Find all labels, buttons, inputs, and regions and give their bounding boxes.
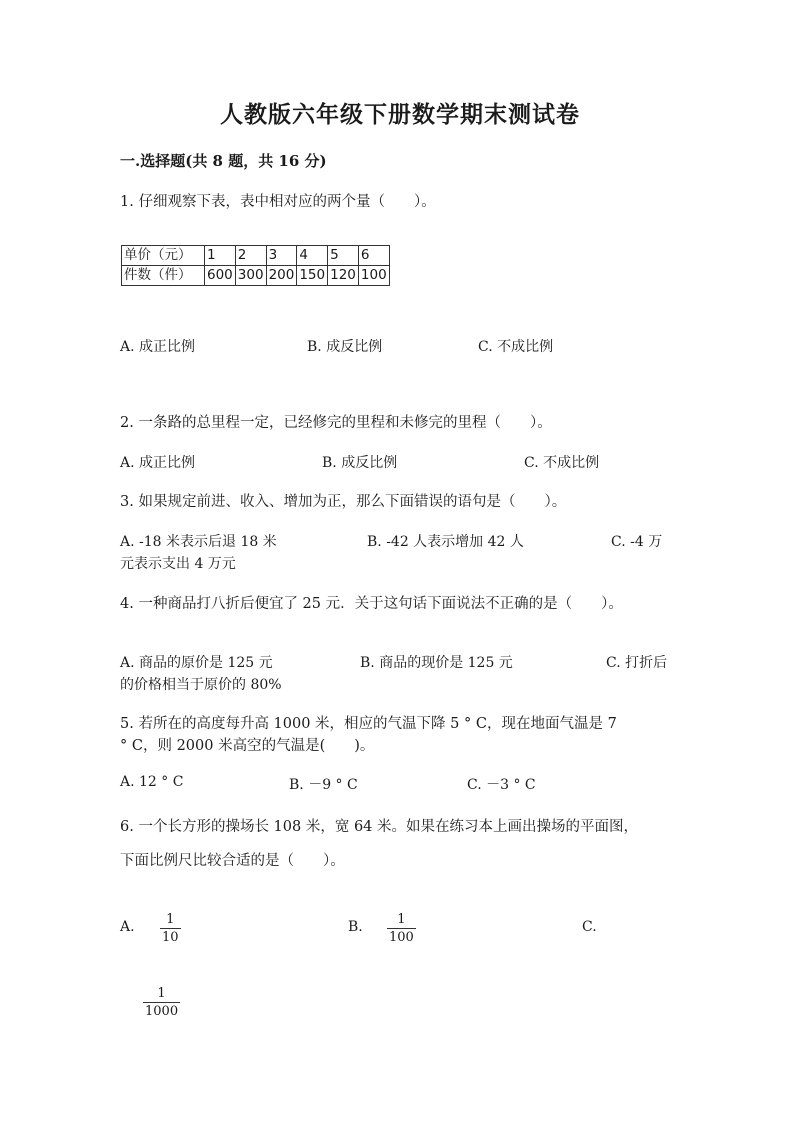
question-6-line-2: 下面比例尺比较合适的是（ ）。	[120, 853, 345, 869]
q3-option-c-continued: 元表示支出 4 万元	[120, 556, 236, 572]
table-row	[122, 246, 390, 266]
question-2-text: 2. 一条路的总里程一定，已经修完的里程和未修完的里程（ ）。	[120, 415, 552, 431]
q3-option-a: A. -18 米表示后退 18 米	[120, 534, 277, 550]
question-6-line-1: 6. 一个长方形的操场长 108 米，宽 64 米。如果在练习本上画出操场的平面图，	[120, 819, 639, 835]
q6-option-b-fraction	[387, 912, 416, 945]
q4-option-c-continued: 的价格相当于原价的 80%	[120, 677, 282, 693]
q6-option-a-label: A.	[120, 919, 135, 935]
q4-option-a: A. 商品的原价是 125 元	[120, 655, 273, 671]
q2-option-c: C. 不成比例	[524, 455, 600, 471]
table-cell: 600	[205, 266, 236, 286]
price-quantity-table	[121, 245, 390, 286]
table-cell: 200	[266, 266, 297, 286]
q2-option-b: B. 成反比例	[322, 455, 398, 471]
table-cell: 5	[328, 246, 359, 266]
table-cell: 120	[328, 266, 359, 286]
fraction-denominator: 10	[162, 930, 179, 945]
fraction-numerator: 1	[166, 912, 175, 927]
q6-option-c-label: C.	[582, 919, 597, 935]
fraction-bar	[160, 928, 181, 929]
q1-option-a: A. 成正比例	[120, 339, 196, 355]
table-cell: 6	[358, 246, 389, 266]
q1-option-c: C. 不成比例	[478, 339, 554, 355]
page-title: 人教版六年级下册数学期末测试卷	[220, 101, 580, 128]
fraction-bar	[387, 928, 416, 929]
q3-option-c: C. -4 万	[611, 534, 663, 550]
table-cell: 1	[205, 246, 236, 266]
q1-option-b: B. 成反比例	[307, 339, 383, 355]
table-cell: 2	[235, 246, 266, 266]
q3-option-b: B. -42 人表示增加 42 人	[367, 534, 524, 550]
table-row	[122, 266, 390, 286]
fraction-numerator: 1	[397, 912, 406, 927]
table-cell: 100	[358, 266, 389, 286]
q4-option-c: C. 打折后	[606, 655, 668, 671]
fraction-denominator: 1000	[145, 1004, 179, 1019]
q6-option-a-fraction	[160, 912, 181, 945]
table-row-header: 单价（元）	[122, 246, 205, 266]
fraction-bar	[143, 1002, 180, 1003]
q5-option-a: A. 12 ° C	[120, 774, 184, 790]
table-cell: 3	[266, 246, 297, 266]
table-cell: 150	[297, 266, 328, 286]
q4-option-b: B. 商品的现价是 125 元	[360, 655, 513, 671]
q6-option-b-label: B.	[348, 919, 363, 935]
q6-option-c-fraction	[143, 986, 180, 1019]
question-3-text: 3. 如果规定前进、收入、增加为正，那么下面错误的语句是（ ）。	[120, 494, 567, 510]
section-heading: 一.选择题(共 8 题，共 16 分)	[120, 152, 327, 170]
fraction-denominator: 100	[389, 930, 414, 945]
question-1-text: 1. 仔细观察下表，表中相对应的两个量（ ）。	[120, 194, 436, 210]
question-5-line-1: 5. 若所在的高度每升高 1000 米，相应的气温下降 5 ° C，现在地面气温是 7	[120, 716, 617, 732]
table-row-header: 件数（件）	[122, 266, 205, 286]
table-cell: 300	[235, 266, 266, 286]
q2-option-a: A. 成正比例	[120, 455, 196, 471]
fraction-numerator: 1	[157, 986, 166, 1001]
table-cell: 4	[297, 246, 328, 266]
question-4-text: 4. 一种商品打八折后便宜了 25 元．关于这句话下面说法不正确的是（ ）。	[120, 596, 623, 612]
q5-option-c: C. －3 ° C	[467, 777, 536, 793]
q5-option-b: B. －9 ° C	[289, 777, 358, 793]
question-5-line-2: ° C，则 2000 米高空的气温是( )。	[120, 738, 375, 754]
